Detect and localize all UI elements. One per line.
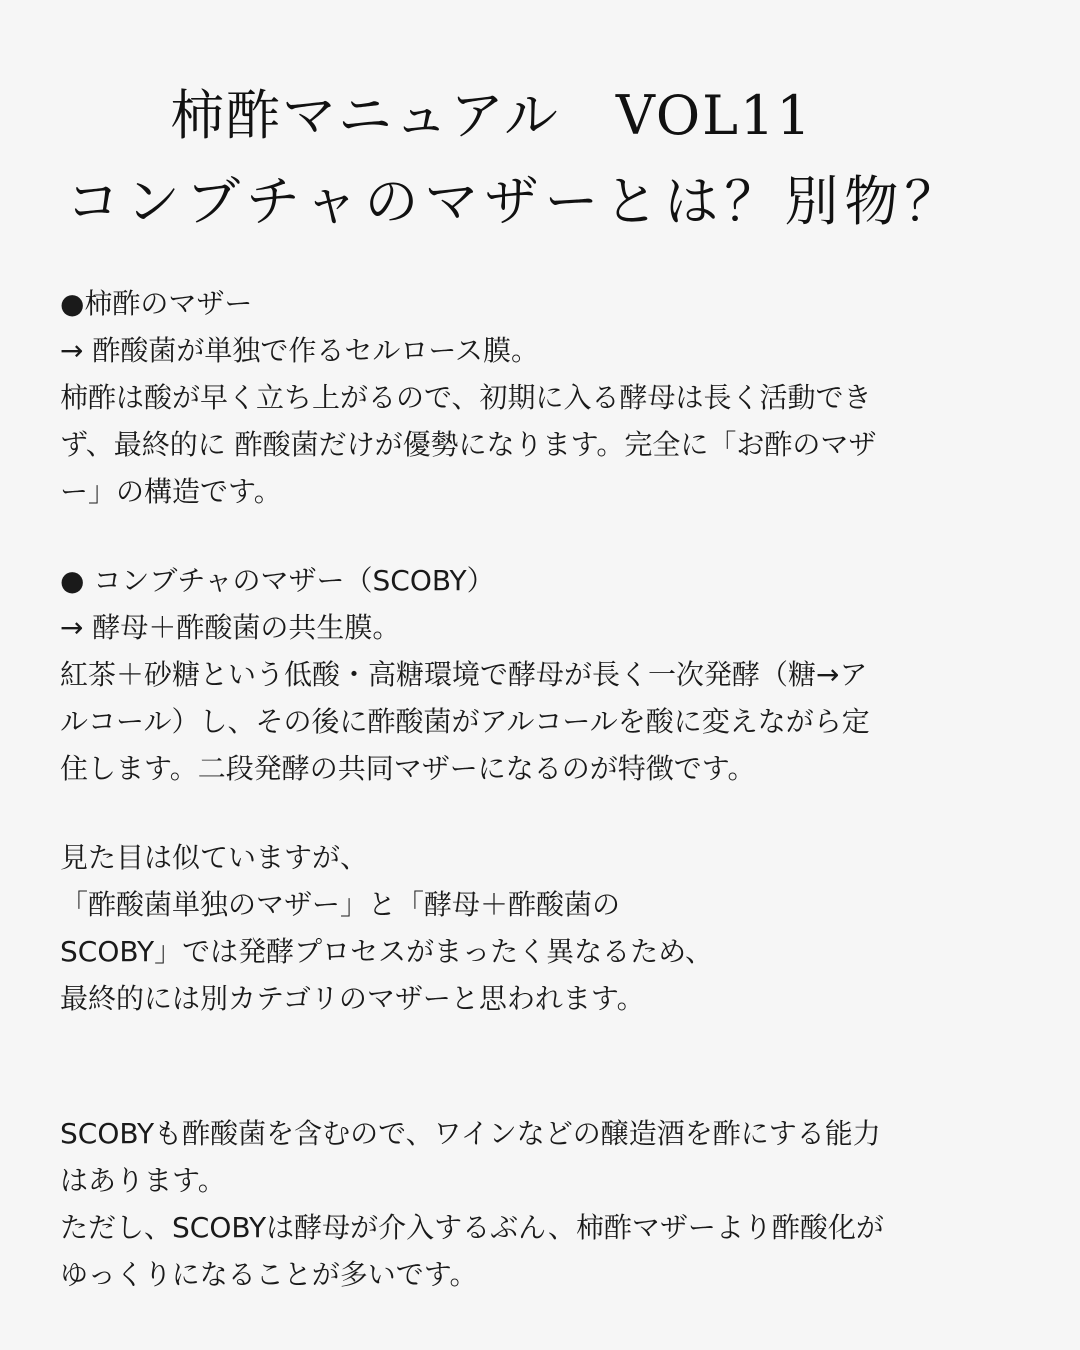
paragraph-line: 住します。二段発酵の共同マザーになるのが特徴です。 [60, 752, 756, 785]
paragraph-line: ただし、SCOBYは酵母が介入するぶん、柿酢マザーより酢酸化が [60, 1211, 884, 1244]
section-scoby-note [60, 1110, 1030, 1298]
paragraph-line: ルコール）し、その後に酢酸菌がアルコールを酸に変えながら定 [60, 705, 870, 738]
paragraph-line: 紅茶＋砂糖という低酸・高糖環境で酵母が長く一次発酵（糖→ア [60, 658, 868, 691]
paragraph-line: → 酵母＋酢酸菌の共生膜。 [60, 611, 401, 644]
paragraph-line: 「酢酸菌単独のマザー」と「酵母＋酢酸菌の [60, 888, 621, 921]
paragraph-line: 最終的には別カテゴリのマザーと思われます。 [60, 982, 645, 1015]
paragraph-line: → 酢酸菌が単独で作るセルロース膜。 [60, 334, 539, 367]
paragraph-line: ー」の構造です。 [60, 475, 282, 508]
page-title-line-1: 柿酢マニュアル VOL11 [170, 84, 813, 147]
paragraph-line: ず、最終的に 酢酸菌だけが優勢になります。完全に「お酢のマザ [60, 428, 877, 461]
paragraph-line: はあります。 [60, 1164, 226, 1197]
section-heading: ● コンブチャのマザー（SCOBY） [60, 564, 495, 597]
section-heading: ●柿酢のマザー [60, 287, 253, 320]
paragraph-line: SCOBYも酢酸菌を含むので、ワインなどの醸造酒を酢にする能力 [60, 1117, 881, 1150]
section-kaki-vinegar-mother [60, 280, 1030, 515]
paragraph-line: 見た目は似ていますが、 [60, 841, 369, 874]
page-title-line-2: コンブチャのマザーとは？別物？ [66, 170, 965, 233]
paragraph-line: SCOBY」では発酵プロセスがまったく異なるため、 [60, 935, 714, 968]
section-comparison [60, 834, 1030, 1022]
paragraph-line: 柿酢は酸が早く立ち上がるので、初期に入る酵母は長く活動でき [60, 381, 872, 414]
section-kombucha-mother [60, 557, 1030, 792]
paragraph-line: ゆっくりになることが多いです。 [60, 1258, 478, 1291]
